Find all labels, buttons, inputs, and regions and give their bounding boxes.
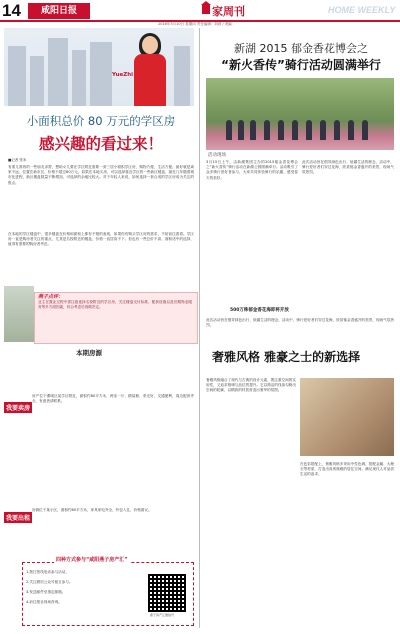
tag-rent: 我要出租 [4, 512, 32, 523]
right-title-line1: 新湖 2015 郁金香花博会之 [234, 42, 368, 55]
participation-line: 1.拨打热线电话参与活动。 [26, 570, 69, 574]
listing-rent: 房源位于某小区，面积约60平方米，家具家电齐全，拎包入住，价格面议。 [32, 508, 152, 512]
photo-caption: 活动现场 [208, 153, 226, 158]
building-shape [48, 38, 68, 106]
right-article-body: 奢雅风格融合了现代与古典的设计元素，既注重空间的实用性，又追求格调与品位的提升。它以简洁的线条勾勒出空间的轮廓，以精致的材质营造出奢华的氛围。 [206, 378, 296, 393]
event-photo [206, 78, 394, 150]
comment-text: 业主在置业过程中需注意选择名校附近的学区房，关注楼盘交付标准、配套设施以及后期物业服务等多方面因素，综合考虑后再做决定。 [38, 300, 192, 310]
participation-line: 4.前往报社现场咨询。 [26, 600, 62, 604]
building-shape [8, 46, 26, 106]
qr-code [148, 574, 186, 612]
english-title: HOME WEEKLY [328, 5, 396, 15]
date-line: 2016年3月10日 星期四 责任编辑：刘莉 / 美编： [158, 22, 236, 26]
column-divider [199, 28, 200, 628]
right-article-body: 在色彩搭配上，奢雅风格多采用中性色调，搭配金属、大理石等材质，打造出高贵典雅的居住空间，满足现代人对品质生活的追求。 [300, 462, 394, 477]
author-photo [4, 286, 34, 342]
listings-heading: 本期房源 [76, 349, 102, 357]
article-body: 在本地的学区楼盘中，很多楼盘在价格和面积上都有不错的表现，如果你有购买学区房的需求，不妨前往看看。学区房一直是购房者关注的重点，尤其是名校附近的楼盘，价格一直居高不下。但也有一些总价不高、面积适中的选择，值得有需要的购房者考虑。 [8, 232, 194, 247]
building-shape [90, 42, 112, 106]
participation-title: 四种方式参与“咸阳燕子房产汇” [56, 557, 128, 563]
article-title-line2: 感兴趣的看过来！ [38, 135, 163, 153]
building-shape [30, 56, 44, 106]
page-number: 14 [2, 1, 21, 20]
building-shape [72, 50, 86, 106]
comment-title: 燕子点评： [38, 294, 64, 300]
right-sub-heading: 500万株郁金香花海即将开放 [230, 308, 289, 313]
building-shape [174, 46, 190, 106]
interior-photo [300, 378, 394, 456]
right-article-body: 此次活动旨在倡导绿色出行、低碳生活的理念，活动中，骑行爱好者们穿过花海，欣赏郁金香盛开的美景，现场气氛热烈。 [302, 160, 394, 175]
article-body: 有准儿准孩的一些朋友求帮，想给女儿要在学区附近需要一套三居小面积学区房，购物方便、生活方便。最好就是离家不远、位置在新市区，价格不超过80万元。如果在本地买房，可以选择靠近学区的一些新区楼盘，最近几年随着城市化进程，新区楼盘数量不断增加，可选择的余地比较大。对于年轻人来说，如何选择一套合适的学区房成为关注的焦点。 [8, 165, 194, 185]
hero-brand: YueZhi [112, 72, 134, 78]
participation-line: 3.发送邮件至指定邮箱。 [26, 590, 66, 594]
house-icon [202, 5, 210, 14]
participation-line: 2.关注微信公众号留言参与。 [26, 580, 73, 584]
model-figure [130, 36, 170, 106]
right-article-body: 3月15日上午，由新湖集团主办的2015郁金香花博会之“新火香传”骑行活动在新湖公园圆满举行。活动吸引了众多骑行爱好者参与，大家共同体验骑行的乐趣，感受春天的美好。 [206, 160, 298, 180]
paper-logo: 咸阳日报 [28, 3, 90, 19]
qr-caption: 燕子房产汇微信号 [150, 613, 175, 617]
section-title: 家周刊 [212, 5, 245, 18]
hero-image [4, 28, 194, 106]
article-title-line1: 小面积总价 80 万元的学区房 [26, 114, 176, 128]
right-section-title: 奢雅风格 雅豪之士的新选择 [212, 350, 361, 364]
byline: ■记者 张米 [8, 158, 27, 162]
right-article-body: 此次活动旨在倡导绿色出行、低碳生活的理念，活动中，骑行爱好者们穿过花海，欣赏郁金香盛开的美景，现场气氛热烈。 [206, 318, 394, 328]
tag-sell: 我要卖房 [4, 402, 32, 413]
listing-sell: 房产位于渭城区某学区附近，面积约80平方米，两室一厅，精装修，采光好，交通便利，周边配套齐全，有意者请联系。 [32, 394, 194, 404]
right-title-line2: “新火香传”骑行活动圆满举行 [221, 58, 381, 72]
